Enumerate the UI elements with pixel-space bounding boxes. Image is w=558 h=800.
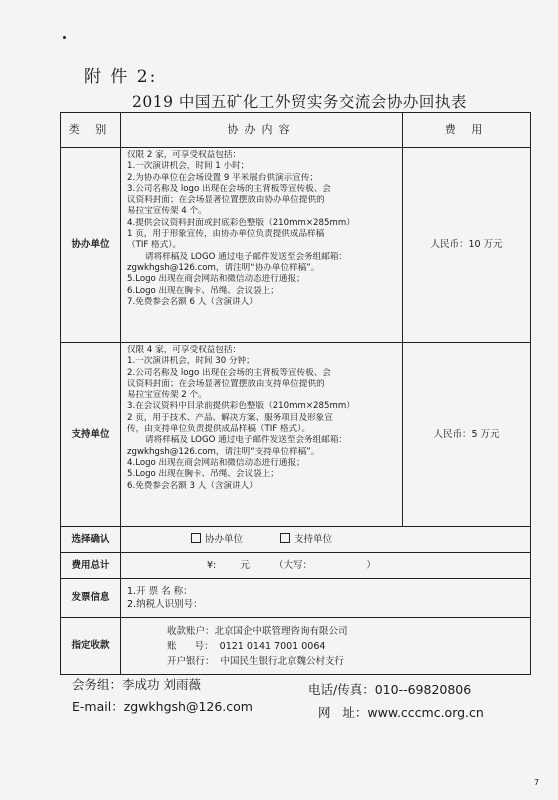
footer-phone: 电话/传真：010--69820806 (308, 682, 472, 697)
list-item: 2.为协办单位在会场设置 9 平米展台供演示宣传； (127, 172, 319, 183)
co-organizer-row (61, 148, 531, 343)
list-item: 7.免费参会名额 6 人（含演讲人） (127, 296, 258, 307)
invoice-label: 发票信息 (61, 579, 121, 618)
header-fee: 费 用 (403, 113, 531, 148)
list-item: 请将样稿及 LOGO 通过电子邮件发送至会务组邮箱： (145, 251, 348, 262)
co-organizer-content (121, 148, 403, 343)
document-title: 2019 中国五矿化工外贸实务交流会协办回执表 (132, 93, 467, 111)
total-label: 费用总计 (61, 553, 121, 579)
list-item: 请将样稿及 LOGO 通过电子邮件发送至会务组邮箱： (145, 435, 348, 446)
list-item: 6.免费参会名额 3 人（含演讲人） (127, 480, 258, 491)
option-supporter-label: 支持单位 (294, 534, 333, 546)
list-item: 5.Logo 出现在胸卡、吊绳、会议袋上； (127, 469, 279, 480)
payment-account-number: 账 号： 0121 0141 7001 0064 (167, 640, 326, 652)
receipt-table (60, 112, 531, 675)
list-item: 3.在会议资料中目录前提供彩色整版（210mm×285mm） (127, 401, 355, 412)
supporter-content (121, 343, 403, 527)
co-organizer-fee: 人民币：10 万元 (403, 148, 531, 343)
confirm-label: 选择确认 (61, 527, 121, 553)
payment-bank: 开户银行： 中国民生银行北京魏公村支行 (167, 655, 345, 667)
payment-account-name: 收款账户：北京国企中联管理咨询有限公司 (167, 625, 348, 637)
annex-label: 附 件 2: (84, 67, 158, 87)
list-item: 1.一次演讲机会，时间 1 小时； (127, 161, 250, 172)
total-row (61, 553, 531, 579)
list-item: 易拉宝宣传架 2 个。 (127, 390, 207, 401)
header-category: 类 别 (61, 113, 121, 148)
invoice-tax-id-field[interactable]: 2.纳税人识别号： (127, 599, 203, 610)
list-item: 仅限 4 家，可享受权益包括： (127, 345, 242, 355)
option-co-organizer[interactable] (191, 533, 243, 545)
list-item: 1 页，用于形象宣传，由协办单位负责提供成品样稿 (127, 229, 325, 240)
supporter-row (61, 343, 531, 527)
page-number: 7 (534, 778, 540, 787)
list-item: 6.Logo 出现在胸卡、吊绳、会议袋上； (127, 285, 279, 296)
header-content: 协办内容 (121, 113, 403, 148)
confirm-row (61, 527, 531, 553)
list-item: 2.公司名称及 logo 出现在会场的主背板等宣传板、会 (127, 367, 331, 378)
payment-row (61, 618, 531, 675)
scan-speck (63, 36, 66, 39)
list-item: zgwkhgsh@126.com，请注明“支持单位样稿”。 (127, 446, 320, 457)
checkbox-icon[interactable] (191, 533, 201, 543)
list-item: （TIF 格式）。 (127, 240, 182, 251)
list-item: 传，由支持单位负责提供成品样稿（TIF 格式）。 (127, 424, 311, 435)
list-item: 1.一次演讲机会，时间 30 分钟； (127, 356, 255, 367)
confirm-options (121, 527, 531, 553)
co-organizer-label: 协办单位 (61, 148, 121, 343)
list-item: 4.提供会议资料封面或封底彩色整版（210mm×285mm） (127, 217, 355, 228)
footer-website[interactable]: 网 址：www.cccmc.org.cn (318, 705, 484, 720)
invoice-fields (121, 579, 531, 618)
payment-label: 指定收款 (61, 618, 121, 675)
list-item: 仅限 2 家，可享受权益包括： (127, 150, 242, 160)
list-item: 4.Logo 出现在商会网站和微信动态进行通报； (127, 457, 305, 468)
list-item: 3.公司名称及 logo 出现在会场的主背板等宣传板、会 (127, 183, 331, 194)
footer-email[interactable]: E-mail：zgwkhgsh@126.com (72, 699, 253, 714)
checkbox-icon[interactable] (280, 533, 290, 543)
payment-details (121, 618, 531, 675)
invoice-row (61, 579, 531, 618)
option-co-organizer-label: 协办单位 (205, 534, 244, 546)
list-item: 易拉宝宣传架 4 个。 (127, 206, 207, 217)
supporter-label: 支持单位 (61, 343, 121, 527)
list-item: 5.Logo 出现在商会网站和微信动态进行通报； (127, 274, 305, 285)
list-item: 议资料封面；在会场显著位置摆放由支持单位提供的 (127, 378, 325, 389)
list-item: 2 页，用于技术、产品、解决方案、服务项目及形象宣 (127, 412, 333, 423)
footer-organizers: 会务组：李成功 刘雨薇 (72, 677, 201, 692)
invoice-name-field[interactable]: 1.开 票 名 称： (127, 586, 193, 597)
option-supporter[interactable] (280, 533, 332, 545)
total-field[interactable]: ¥: 元 （大写： ） (121, 553, 531, 579)
table-header-row (61, 113, 531, 148)
supporter-fee: 人民币：5 万元 (403, 343, 531, 527)
list-item: 议资料封面；在会场显著位置摆放由协办单位提供的 (127, 195, 325, 206)
list-item: zgwkhgsh@126.com，请注明“协办单位样稿”。 (127, 262, 320, 273)
